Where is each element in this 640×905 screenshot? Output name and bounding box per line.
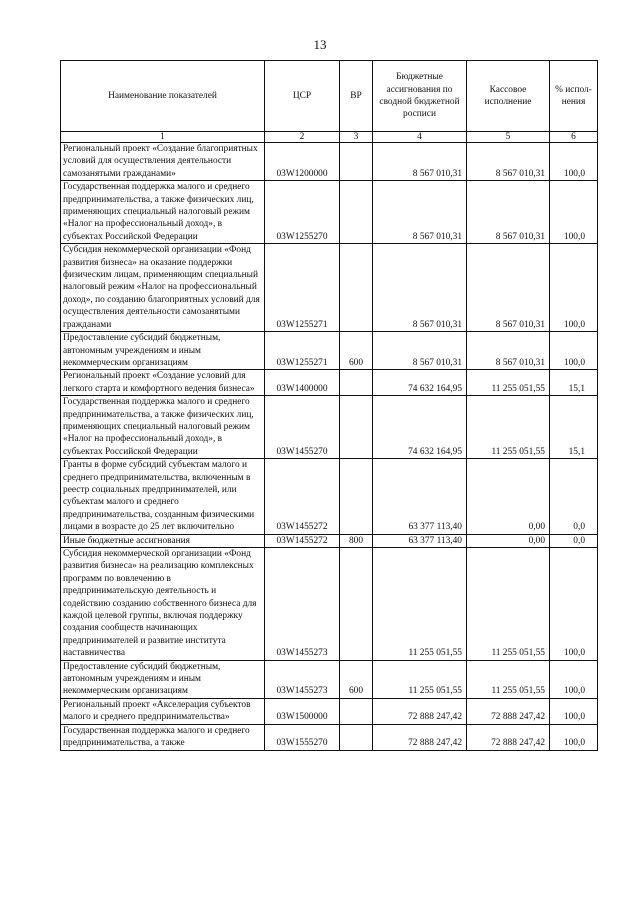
column-number: 6 — [550, 132, 598, 143]
row-budget: 72 888 247,42 — [373, 698, 467, 724]
header-budget: Бюджетные ассигнования по сводной бюджетной росписи — [373, 61, 467, 132]
column-number-row — [61, 132, 598, 143]
row-percent: 100,0 — [550, 143, 598, 181]
row-vr — [340, 244, 373, 332]
row-budget: 63 377 113,40 — [373, 459, 467, 534]
row-budget: 8 567 010,31 — [373, 332, 467, 370]
header-indicator-name: Наименование показателей — [61, 61, 265, 132]
row-executed: 11 255 051,55 — [467, 396, 550, 459]
row-executed: 72 888 247,42 — [467, 724, 550, 750]
table-row — [61, 724, 598, 750]
row-budget: 74 632 164,95 — [373, 396, 467, 459]
header-executed: Кассовое исполнение — [467, 61, 550, 132]
row-percent: 100,0 — [550, 548, 598, 661]
row-vr — [340, 143, 373, 181]
table-row — [61, 396, 598, 459]
row-executed: 8 567 010,31 — [467, 244, 550, 332]
row-csr: 03W1200000 — [265, 143, 340, 181]
column-number: 1 — [61, 132, 265, 143]
row-csr: 03W1455272 — [265, 459, 340, 534]
row-name: Государственная поддержка малого и среднего предпринимательства, а также физических лиц, применяющих специальный налоговый режим «Налог на профессиональный доход», в субъектах Российской Федерации — [61, 181, 265, 244]
header-percent: % испол-нения — [550, 61, 598, 132]
row-name: Государственная поддержка малого и среднего предпринимательства, а также физических лиц, применяющих специальный налоговый режим «Налог на профессиональный доход», в субъектах Российской Федерации — [61, 396, 265, 459]
row-csr: 03W1555270 — [265, 724, 340, 750]
row-name: Региональный проект «Акселерация субъектов малого и среднего предпринимательства» — [61, 698, 265, 724]
table-header-row — [61, 61, 598, 132]
column-number: 3 — [340, 132, 373, 143]
row-vr — [340, 548, 373, 661]
row-percent: 100,0 — [550, 660, 598, 698]
table-row — [61, 660, 598, 698]
row-executed: 11 255 051,55 — [467, 548, 550, 661]
table-row — [61, 459, 598, 534]
row-vr — [340, 370, 373, 396]
row-name: Предоставление субсидий бюджетным, автономным учреждениям и иным некоммерческим организациям — [61, 660, 265, 698]
row-executed: 11 255 051,55 — [467, 660, 550, 698]
row-vr: 600 — [340, 660, 373, 698]
table-row — [61, 370, 598, 396]
row-vr — [340, 459, 373, 534]
row-csr: 03W1455273 — [265, 548, 340, 661]
row-csr: 03W1455272 — [265, 534, 340, 547]
table-row — [61, 181, 598, 244]
row-budget: 8 567 010,31 — [373, 181, 467, 244]
row-name: Региональный проект «Создание благоприятных условий для осуществления деятельности самозанятыми гражданами» — [61, 143, 265, 181]
budget-execution-table — [60, 60, 598, 751]
row-percent: 0,0 — [550, 534, 598, 547]
page-number: 13 — [313, 37, 327, 52]
row-budget: 8 567 010,31 — [373, 143, 467, 181]
header-csr: ЦСР — [265, 61, 340, 132]
row-executed: 8 567 010,31 — [467, 143, 550, 181]
row-budget: 74 632 164,95 — [373, 370, 467, 396]
row-csr: 03W1255271 — [265, 244, 340, 332]
row-budget: 72 888 247,42 — [373, 724, 467, 750]
row-name: Субсидия некоммерческой организации «Фонд развития бизнеса» на оказание поддержки физическим лицам, применяющим специальный налоговый режим «Налог на профессиональный доход», по созданию благоприятных условий для осуществления деятельности самозанятыми гражданами — [61, 244, 265, 332]
row-csr: 03W1500000 — [265, 698, 340, 724]
row-name: Предоставление субсидий бюджетным, автономным учреждениям и иным некоммерческим организациям — [61, 332, 265, 370]
table-row — [61, 244, 598, 332]
row-executed: 11 255 051,55 — [467, 370, 550, 396]
row-name: Иные бюджетные ассигнования — [61, 534, 265, 547]
row-csr: 03W1255271 — [265, 332, 340, 370]
row-percent: 0,0 — [550, 459, 598, 534]
table-row — [61, 143, 598, 181]
row-vr: 800 — [340, 534, 373, 547]
row-percent: 100,0 — [550, 724, 598, 750]
row-csr: 03W1255270 — [265, 181, 340, 244]
column-number: 5 — [467, 132, 550, 143]
row-csr: 03W1455273 — [265, 660, 340, 698]
row-percent: 100,0 — [550, 332, 598, 370]
table-row — [61, 698, 598, 724]
row-budget: 8 567 010,31 — [373, 244, 467, 332]
row-csr: 03W1400000 — [265, 370, 340, 396]
row-percent: 15,1 — [550, 370, 598, 396]
row-vr — [340, 396, 373, 459]
row-budget: 63 377 113,40 — [373, 534, 467, 547]
row-name: Гранты в форме субсидий субъектам малого и среднего предпринимательства, включенным в реестр социальных предпринимателей, или субъектам малого и среднего предпринимательства, созданным физическими лицами в возрасте до 25 лет включительно — [61, 459, 265, 534]
row-executed: 8 567 010,31 — [467, 332, 550, 370]
row-vr — [340, 698, 373, 724]
table-row — [61, 534, 598, 547]
table-row — [61, 332, 598, 370]
row-vr: 600 — [340, 332, 373, 370]
row-budget: 11 255 051,55 — [373, 660, 467, 698]
row-name: Субсидия некоммерческой организации «Фонд развития бизнеса» на реализацию комплексных программ по вовлечению в предпринимательскую деятельность и содействию созданию собственного бизнеса для каждой целевой группы, включая поддержку создания сообществ начинающих предпринимателей и развитие института наставничества — [61, 548, 265, 661]
column-number: 4 — [373, 132, 467, 143]
table-row — [61, 548, 598, 661]
row-executed: 8 567 010,31 — [467, 181, 550, 244]
row-executed: 72 888 247,42 — [467, 698, 550, 724]
row-executed: 0,00 — [467, 534, 550, 547]
row-percent: 100,0 — [550, 244, 598, 332]
column-number: 2 — [265, 132, 340, 143]
row-name: Государственная поддержка малого и среднего предпринимательства, а также — [61, 724, 265, 750]
row-budget: 11 255 051,55 — [373, 548, 467, 661]
row-executed: 0,00 — [467, 459, 550, 534]
row-percent: 15,1 — [550, 396, 598, 459]
row-csr: 03W1455270 — [265, 396, 340, 459]
header-vr: ВР — [340, 61, 373, 132]
row-name: Региональный проект «Создание условий для легкого старта и комфортного ведения бизнеса» — [61, 370, 265, 396]
row-percent: 100,0 — [550, 698, 598, 724]
row-percent: 100,0 — [550, 181, 598, 244]
row-vr — [340, 724, 373, 750]
row-vr — [340, 181, 373, 244]
